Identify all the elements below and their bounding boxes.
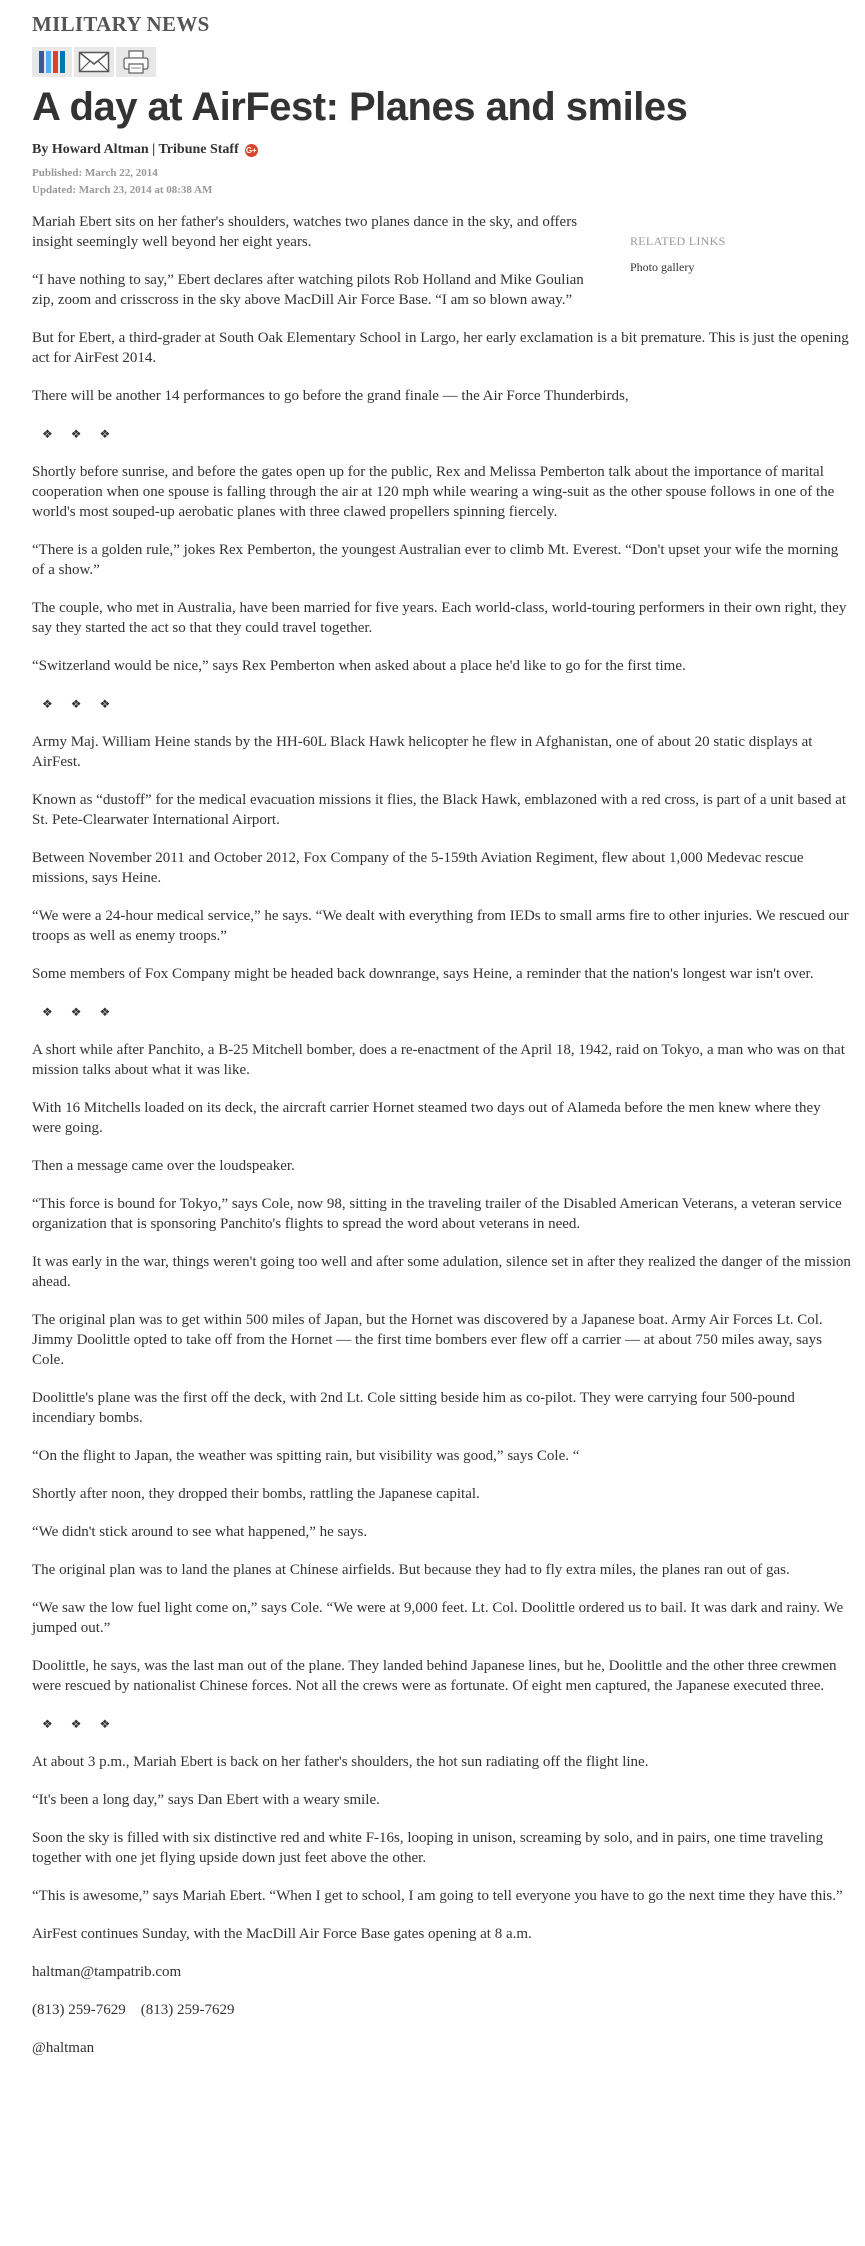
divider-icon: ❖ (42, 1005, 53, 1019)
envelope-icon[interactable] (74, 47, 114, 77)
paragraph: “Switzerland would be nice,” says Rex Pemberton when asked about a place he'd like to go for the first time. (32, 658, 686, 674)
divider-icon: ❖ (70, 697, 82, 711)
byline (32, 142, 258, 158)
share-toolbar (32, 47, 156, 77)
paragraph: “I have nothing to say,” Ebert declares after watching pilots Rob Holland and Mike Goulian zip, zoom and crisscross in the sky above MacDill Air Force Base. “I am so blown away.” (32, 272, 584, 308)
section-divider (42, 424, 852, 444)
share-bars-icon[interactable] (32, 47, 72, 77)
paragraph: Soon the sky is filled with six distinctive red and white F-16s, looping in unison, screaming by solo, and in pairs, one time traveling together with one jet flying upside down just feet above the other. (32, 1830, 824, 1866)
paragraph: Army Maj. William Heine stands by the HH-60L Black Hawk helicopter he flew in Afghanistan, one of about 20 static displays at AirFest. (32, 734, 813, 770)
paragraph: “This force is bound for Tokyo,” says Cole, now 98, sitting in the traveling trailer of the Disabled American Veterans, a veteran service organization that is sponsoring Panchito's flights to spread the word about veterans in need. (32, 1196, 842, 1232)
section-label: MILITARY NEWS (32, 12, 210, 36)
paragraph: Doolittle, he says, was the last man out of the plane. They landed behind Japanese lines, but he, Doolittle and the other three crewmen were rescued by nationalist Chinese forces. Not all the crews were as fortunate. Of eight men captured, the Japanese executed three. (32, 1658, 837, 1694)
printer-icon[interactable] (116, 47, 156, 77)
divider-icon: ❖ (70, 427, 82, 441)
related-links-heading: RELATED LINKS (630, 234, 726, 248)
published-date: Published: March 22, 2014 (32, 167, 158, 179)
section-divider (42, 1002, 852, 1022)
paragraph: At about 3 p.m., Mariah Ebert is back on her father's shoulders, the hot sun radiating off the flight line. (32, 1754, 649, 1770)
paragraph: “There is a golden rule,” jokes Rex Pemberton, the youngest Australian ever to climb Mt. Everest. “Don't upset your wife the morning of a show.” (32, 542, 839, 578)
paragraph: With 16 Mitchells loaded on its deck, the aircraft carrier Hornet steamed two days out of Alameda before the men knew where they were going. (32, 1100, 821, 1136)
author: By Howard Altman | Tribune Staff (32, 142, 239, 157)
email-link[interactable]: haltman@tampatrib.com (32, 1964, 182, 1980)
phone-number: (813) 259-7629 (140, 2002, 235, 2018)
contact-email[interactable] (32, 1962, 852, 1982)
paragraph: A short while after Panchito, a B-25 Mitchell bomber, does a re-enactment of the April 18, 1942, raid on Tokyo, a man who was on that mission talks about what it was like. (32, 1042, 845, 1078)
related-link-photo-gallery[interactable]: Photo gallery (630, 260, 695, 274)
paragraph: The original plan was to land the planes at Chinese airfields. But because they had to fly extra miles, the planes ran out of gas. (32, 1562, 790, 1578)
contact-twitter[interactable] (32, 2038, 852, 2058)
paragraph: It was early in the war, things weren't going too well and after some adulation, silence set in after they realized the danger of the mission ahead. (32, 1254, 851, 1290)
paragraph: There will be another 14 performances to go before the grand finale — the Air Force Thunderbirds, (32, 388, 629, 404)
divider-icon: ❖ (42, 697, 53, 711)
phone-number: (813) 259-7629 (32, 2002, 126, 2018)
paragraph: AirFest continues Sunday, with the MacDill Air Force Base gates opening at 8 a.m. (32, 1926, 532, 1942)
article-body (32, 212, 852, 2076)
divider-icon: ❖ (70, 1005, 82, 1019)
twitter-link[interactable]: @haltman (32, 2040, 95, 2056)
paragraph: “This is awesome,” says Mariah Ebert. “When I get to school, I am going to tell everyone you have to go the next time they have this.” (32, 1888, 843, 1904)
divider-icon: ❖ (99, 1717, 111, 1731)
paragraph: But for Ebert, a third-grader at South Oak Elementary School in Largo, her early exclamation is a bit premature. This is just the opening act for AirFest 2014. (32, 330, 849, 366)
dates (32, 165, 212, 199)
paragraph: Doolittle's plane was the first off the deck, with 2nd Lt. Cole sitting beside him as co-pilot. They were carrying four 500-pound incendiary bombs. (32, 1390, 795, 1426)
divider-icon: ❖ (42, 1717, 53, 1731)
paragraph: “We didn't stick around to see what happened,” he says. (32, 1524, 368, 1540)
paragraph: “On the flight to Japan, the weather was spitting rain, but visibility was good,” says Cole. “ (32, 1448, 580, 1464)
updated-date: Updated: March 23, 2014 at 08:38 AM (32, 184, 213, 196)
paragraph: Shortly after noon, they dropped their bombs, rattling the Japanese capital. (32, 1486, 480, 1502)
google-plus-icon[interactable]: G+ (245, 145, 257, 155)
contact-phones (32, 2000, 852, 2020)
paragraph: Mariah Ebert sits on her father's shoulders, watches two planes dance in the sky, and offers insight seemingly well beyond her eight years. (32, 214, 578, 250)
section-divider (42, 694, 852, 714)
paragraph: “We saw the low fuel light come on,” says Cole. “We were at 9,000 feet. Lt. Col. Doolittle ordered us to bail. It was dark and rainy. We jumped out.” (32, 1600, 844, 1636)
paragraph: Shortly before sunrise, and before the gates open up for the public, Rex and Melissa Pemberton talk about the importance of marital cooperation when one spouse is falling through the air at 120 mph while wearing a wing-suit as the other spouse follows in one of the world's most souped-up aerobatic planes with three clawed propellers spinning fiercely. (32, 464, 835, 520)
divider-icon: ❖ (99, 1005, 111, 1019)
paragraph: Known as “dustoff” for the medical evacuation missions it flies, the Black Hawk, emblazoned with a red cross, is part of a unit based at St. Pete-Clearwater International Airport. (32, 792, 847, 828)
divider-icon: ❖ (42, 427, 53, 441)
headline: A day at AirFest: Planes and smiles (32, 85, 688, 129)
paragraph: The couple, who met in Australia, have been married for five years. Each world-class, world-touring performers in their own right, they say they started the act so that they could travel together. (32, 600, 847, 636)
paragraph: “We were a 24-hour medical service,” he says. “We dealt with everything from IEDs to small arms fire to other injuries. We rescued our troops as well as enemy troops.” (32, 908, 849, 944)
divider-icon: ❖ (70, 1717, 82, 1731)
paragraph: Then a message came over the loudspeaker. (32, 1158, 295, 1174)
paragraph: The original plan was to get within 500 miles of Japan, but the Hornet was discovered by a Japanese boat. Army Air Forces Lt. Col. Jimmy Doolittle opted to take off from the Hornet — the first time bombers ever flew off a carrier — at about 750 miles away, says Cole. (32, 1312, 823, 1368)
paragraph: Between November 2011 and October 2012, Fox Company of the 5-159th Aviation Regiment, flew about 1,000 Medevac rescue missions, says Heine. (32, 850, 804, 886)
paragraph: Some members of Fox Company might be headed back downrange, says Heine, a reminder that the nation's longest war isn't over. (32, 966, 814, 982)
divider-icon: ❖ (99, 427, 111, 441)
paragraph: “It's been a long day,” says Dan Ebert with a weary smile. (32, 1792, 380, 1808)
divider-icon: ❖ (99, 697, 111, 711)
section-divider (42, 1714, 852, 1734)
